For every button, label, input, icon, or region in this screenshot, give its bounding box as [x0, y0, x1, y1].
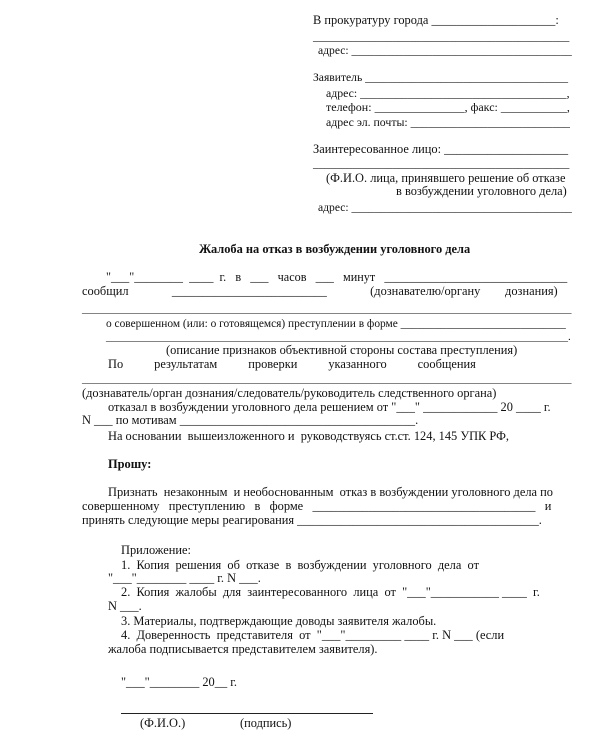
body-line-check-results: По результатам проверки указанного сообщения — [108, 357, 476, 371]
signature-line — [121, 713, 373, 714]
body-line-crime-form: о совершенном (или: о готовящемся) преступлении в форме _____________________________ — [106, 318, 566, 330]
prosecutor-address: адрес: ______________________________________ — [318, 44, 572, 57]
body-line-motives: N ___ по мотивам ______________________________________. — [82, 413, 419, 427]
footer-signature-label: (подпись) — [240, 716, 292, 730]
body-note-description: (описание признаков объективной стороны состава преступления) — [166, 343, 518, 357]
applicant-email: адрес эл. почты: ___________________________ — [326, 115, 570, 129]
request-heading: Прошу: — [108, 457, 152, 471]
attachment-4-line2: жалоба подписывается представителем заявителя). — [108, 642, 378, 656]
addressee-prosecutor: В прокуратуру города ____________________: — [313, 13, 559, 27]
footer-fio-label: (Ф.И.О.) — [140, 716, 186, 730]
fio-note-line2: в возбуждении уголовного дела) — [396, 184, 567, 198]
footer-date: "___"________ 20__ г. — [121, 675, 238, 689]
attachment-2-line2: N ___. — [108, 599, 142, 613]
body-line-blank: _________________________________________________________________________________________ — [82, 303, 572, 315]
request-line3: принять следующие меры реагирования _______________________________________. — [82, 513, 542, 527]
request-line2: совершенному преступлению в форме ____________________________________ и — [82, 499, 552, 513]
interested-person: Заинтересованное лицо: ____________________ — [313, 142, 569, 156]
addressee-line: _____________________________________________ — [313, 31, 570, 43]
attachment-4-line1: 4. Доверенность представителя от "___"_________ ____ г. N ___ (если — [121, 628, 505, 642]
interested-address: адрес: ______________________________________ — [318, 201, 572, 214]
attachments-heading: Приложение: — [121, 543, 191, 557]
applicant-address: адрес: ___________________________________, — [326, 86, 570, 100]
applicant-phone-fax: телефон: _______________, факс: ___________, — [326, 100, 570, 114]
body-line-legal-basis: На основании вышеизложенного и руководствуясь ст.ст. 124, 145 УПК РФ, — [108, 429, 509, 443]
document-title: Жалоба на отказ в возбуждении уголовного дела — [199, 242, 471, 256]
applicant-field: Заявитель ___________________________________ — [313, 71, 569, 84]
body-line-officer: _________________________________________________________________________________________ — [82, 373, 572, 385]
body-note-officer: (дознаватель/орган дознания/следователь/руководитель следственного органа) — [82, 386, 497, 400]
attachment-1-line1: 1. Копия решения об отказе в возбуждении уголовного дела от — [121, 558, 480, 572]
attachment-2-line1: 2. Копия жалобы для заинтересованного лица от "___"___________ ____ г. — [121, 585, 540, 599]
body-line-reported: сообщил _________________________ (дознавателю/органу дознания) — [82, 284, 558, 298]
interested-line: _____________________________________________ — [313, 158, 570, 170]
body-line-description: ____________________________________________________________________________________. — [106, 331, 571, 343]
fio-note-line1: (Ф.И.О. лица, принявшего решение об отказе — [326, 171, 566, 185]
body-line-date-time: "___"________ ____ г. в ___ часов ___ минут ______________________________ — [106, 270, 568, 284]
attachment-1-line2: "___"________ ____ г. N ___. — [108, 571, 261, 585]
request-line1: Признать незаконным и необоснованным отказ в возбуждении уголовного дела по — [108, 485, 553, 499]
attachment-3: 3. Материалы, подтверждающие доводы заявителя жалобы. — [121, 614, 437, 628]
body-line-refusal-decision: отказал в возбуждении уголовного дела решением от "___" ____________ 20 ____ г. — [108, 400, 551, 414]
